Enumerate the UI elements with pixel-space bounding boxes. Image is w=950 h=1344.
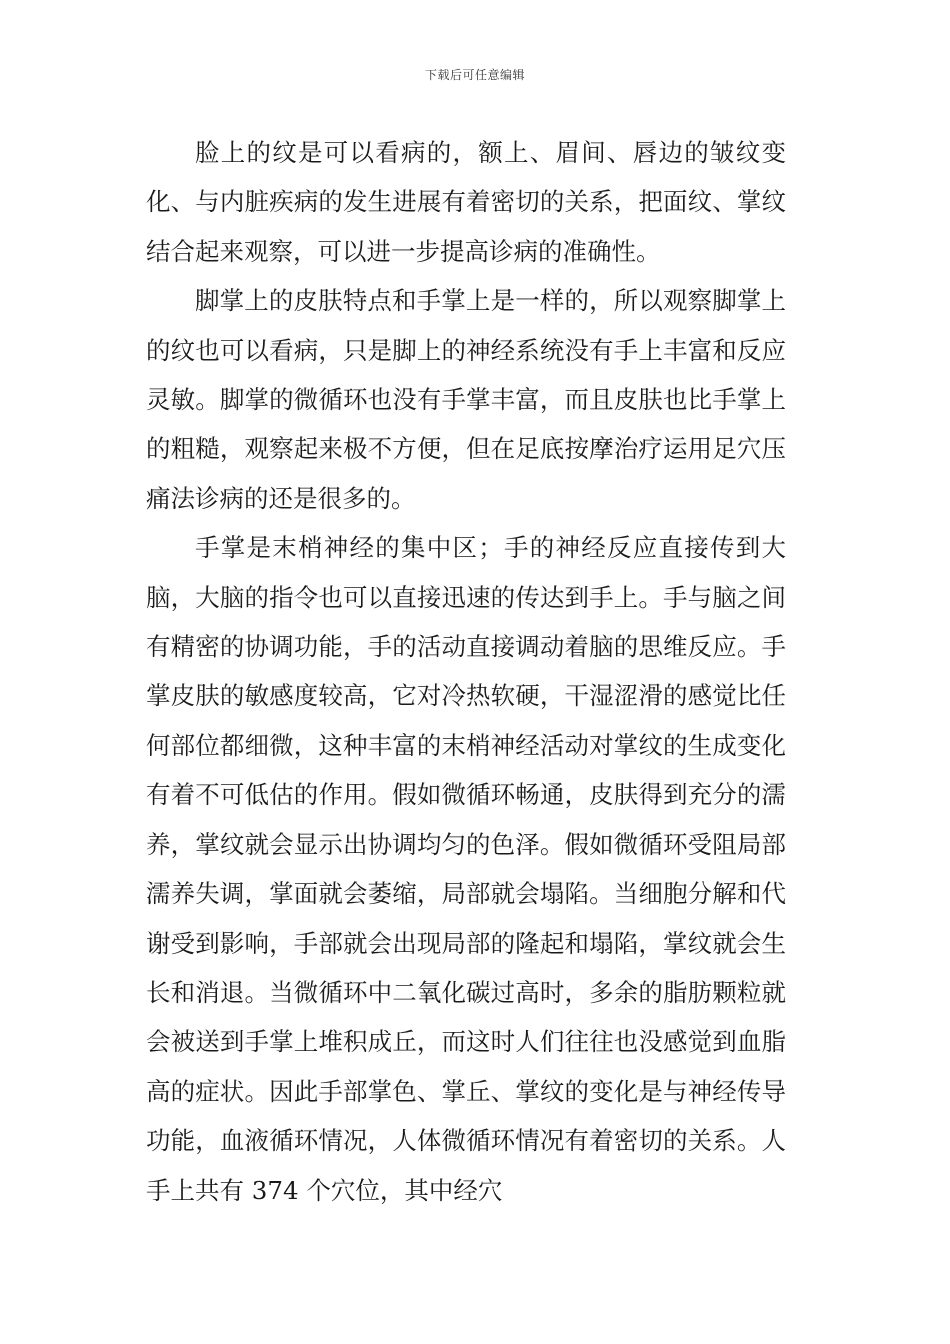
paragraph-face-lines: 脸上的纹是可以看病的，额上、眉间、唇边的皱纹变化、与内脏疾病的发生进展有着密切的关系，把面纹、掌纹结合起来观察，可以进一步提高诊病的准确性。 bbox=[146, 138, 786, 266]
document-body bbox=[146, 128, 786, 1215]
paragraph-palm-nerves: 手掌是末梢神经的集中区；手的神经反应直接传到大脑，大脑的指令也可以直接迅速的传达到手上。手与脑之间有精密的协调功能，手的活动直接调动着脑的思维反应。手掌皮肤的敏感度较高，它对冷热软硬，干湿涩滑的感觉比任何部位都细微，这种丰富的末梢神经活动对掌纹的生成变化有着不可低估的作用。假如微循环畅通，皮肤得到充分的濡养，掌纹就会显示出协调均匀的色泽。假如微循环受阻局部濡养失调，掌面就会萎缩，局部就会塌陷。当细胞分解和代谢受到影响，手部就会出现局部的隆起和塌陷，掌纹就会生长和消退。当微循环中二氧化碳过高时，多余的脂肪颗粒就会被送到手掌上堆积成丘，而这时人们往往也没感觉到血脂高的症状。因此手部掌色、掌丘、掌纹的变化是与神经传导功能，血液循环情况，人体微循环情况有着密切的关系。人手上共有 374 个穴位，其中经穴 bbox=[146, 533, 786, 1205]
page-header: 下载后可任意编辑 bbox=[424, 68, 525, 82]
paragraph-foot-lines: 脚掌上的皮肤特点和手掌上是一样的，所以观察脚掌上的纹也可以看病，只是脚上的神经系统没有手上丰富和反应灵敏。脚掌的微循环也没有手掌丰富，而且皮肤也比手掌上的粗糙，观察起来极不方便，但在足底按摩治疗运用足穴压痛法诊病的还是很多的。 bbox=[146, 286, 786, 513]
